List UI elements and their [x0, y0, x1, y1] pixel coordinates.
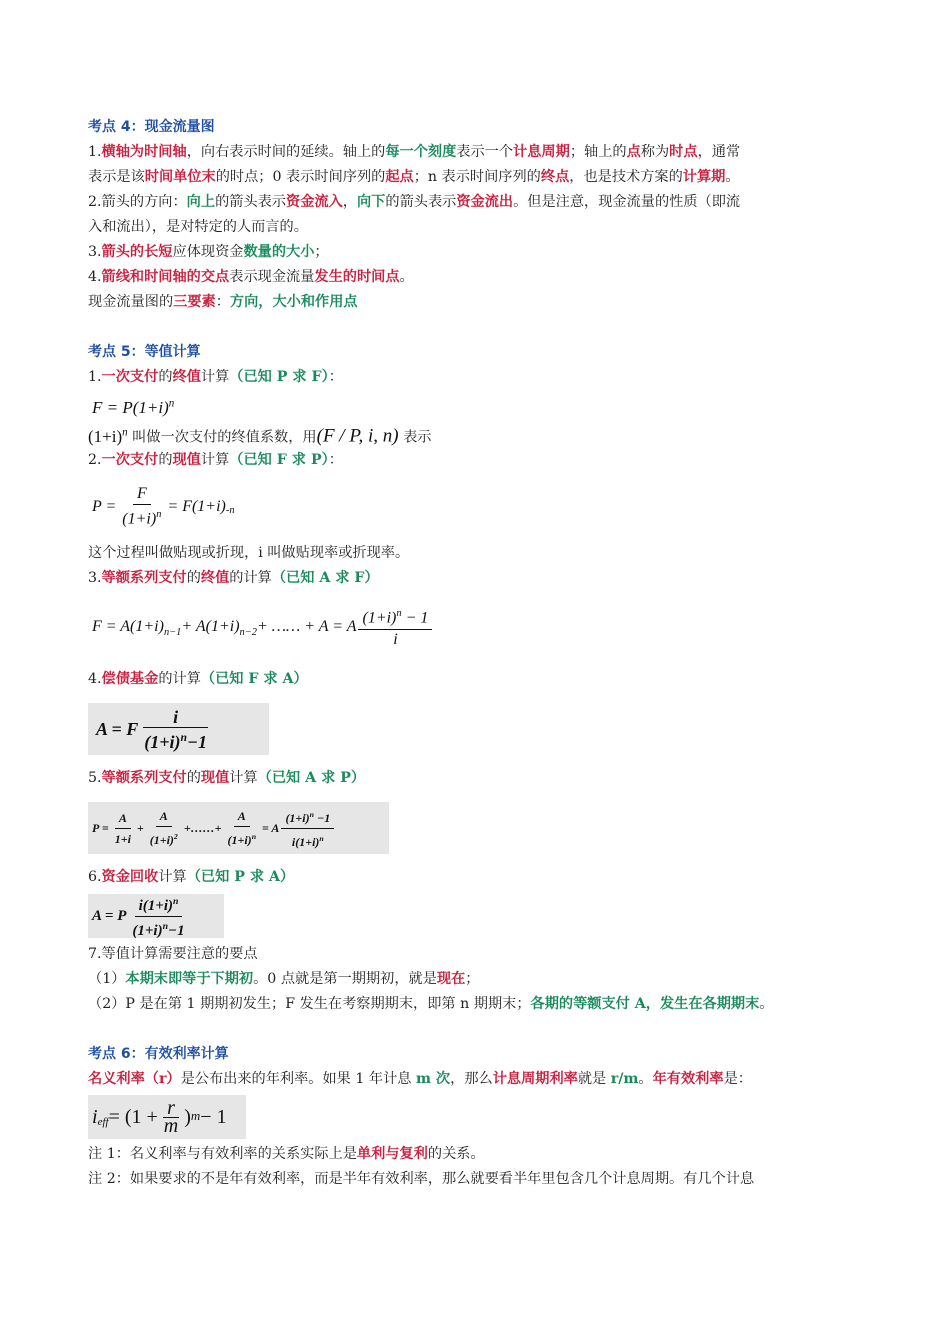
formula-exp: n: [172, 895, 179, 907]
formula-text: [88, 1095, 246, 1139]
formula-sub: eff: [97, 1115, 109, 1128]
formula-part: = F(1+i): [167, 498, 226, 516]
formula-part: (1+i): [285, 810, 310, 825]
formula-exp: n: [122, 426, 128, 438]
formula-part: (1+i): [122, 510, 157, 528]
highlight: 起点: [385, 169, 414, 185]
text: ：: [328, 369, 343, 385]
formula-inline: [88, 427, 128, 446]
formula-exp: n−2: [239, 627, 257, 639]
denominator: m: [163, 1114, 179, 1137]
s5-item-7-1: [88, 967, 878, 992]
numerator: [358, 604, 432, 629]
formula-part: − 1: [401, 609, 429, 627]
formula-text: [92, 604, 434, 649]
highlight: 等额系列支付: [101, 770, 187, 786]
formula-3: [88, 591, 878, 663]
formula-part: i(1+i): [138, 897, 173, 914]
text: 的箭头表示: [385, 194, 457, 210]
text: ，那么: [450, 1071, 493, 1087]
text: 的关系。: [427, 1146, 485, 1162]
formula-exp: n: [396, 608, 402, 620]
formula-part: = A: [262, 820, 280, 835]
text: 计算: [200, 369, 230, 385]
highlight: 数量的大小: [243, 244, 315, 260]
formula-2: [88, 473, 878, 541]
s4-summary: [88, 290, 878, 315]
text: 的: [158, 369, 173, 385]
highlight: （已知 P 求 A）: [186, 869, 295, 885]
highlight: （已知 A 求 P）: [257, 770, 366, 786]
section-6-title: 考点 6：有效利率计算: [88, 1046, 229, 1062]
highlight: 箭头的长短: [101, 244, 173, 260]
highlight: 每一个刻度: [385, 144, 457, 160]
text: （2）P 是在第 1 期期初发生；F 发生在考察期期末，即第 n 期期末；: [88, 996, 531, 1012]
text: （1）: [88, 971, 126, 987]
text: 的箭头表示: [215, 194, 287, 210]
formula-part: = (1 +: [108, 1105, 158, 1128]
s5-item-7-2: [88, 992, 878, 1017]
denominator: [146, 827, 182, 850]
formula-5: [88, 791, 878, 865]
numerator: F: [133, 484, 151, 505]
highlight: （已知 P 求 F）: [229, 369, 329, 385]
formula-exp: n: [180, 730, 188, 744]
highlight: 时点: [669, 144, 698, 160]
s4-item-4: [88, 265, 878, 290]
s4-item-3: [88, 240, 878, 265]
s5-item-2: [88, 448, 878, 473]
text: 的: [158, 452, 173, 468]
section-4-title: 考点 4：现金流量图: [88, 119, 215, 135]
highlight: 箭线和时间轴的交点: [101, 269, 230, 285]
formula-part: P =: [92, 498, 117, 516]
highlight: r/m: [610, 1071, 639, 1087]
formula-part: (1+i): [227, 833, 252, 847]
section-5-title: 考点 5：等值计算: [88, 344, 201, 360]
formula-part: (1+i): [144, 731, 181, 752]
s5-item-1: [88, 365, 878, 390]
formula-part: (1+i): [88, 426, 123, 446]
highlight: 方向，大小和作用点: [229, 294, 358, 310]
formula-4: [88, 692, 878, 766]
formula-exp: n−1: [163, 627, 182, 639]
text: 5.: [88, 770, 102, 786]
fraction: [128, 892, 188, 941]
text: 。: [759, 996, 774, 1012]
text: ：: [328, 452, 343, 468]
highlight: 终点: [540, 169, 570, 185]
highlight: 三要素: [173, 294, 216, 310]
formula-inline: (F / P, i, n): [316, 425, 399, 447]
highlight: 向上: [186, 194, 216, 210]
text: ；n 表示时间序列的: [413, 169, 541, 185]
s6-para-1: [88, 1067, 878, 1092]
highlight: m 次: [415, 1071, 451, 1087]
formula-part: −1: [313, 810, 331, 825]
formula-part: (1+i): [132, 922, 163, 939]
s6-note-2: 注 2：如果要求的不是年有效利率，而是半年有效利率，那么就要看半年里包含几个计息周期。有几个计息: [88, 1171, 755, 1187]
s5-item-3: [88, 566, 878, 591]
numerator: A: [234, 806, 250, 827]
highlight: 向下: [356, 194, 386, 210]
denominator: i: [393, 630, 398, 648]
highlight: 现值: [200, 770, 230, 786]
fraction: [358, 604, 432, 649]
highlight: 各期的等额支付 A，发生在各期期末: [530, 996, 760, 1012]
formula-1: [88, 390, 878, 416]
formula-exp: -n: [225, 505, 235, 517]
highlight: 名义利率（r）: [88, 1071, 181, 1087]
formula-part: (1+i): [362, 609, 397, 627]
formula-part: A = P: [92, 907, 127, 924]
denominator: 1+i: [114, 831, 131, 846]
denominator: [128, 917, 188, 941]
s5-item-4: [88, 667, 878, 692]
text: 计算: [158, 869, 187, 885]
text: 注 1：名义利率与有效利率的关系实际上是: [88, 1146, 357, 1162]
text: 3.: [88, 244, 102, 260]
text: ，向右表示时间的延续。轴上的: [186, 144, 386, 160]
highlight: 一次支付: [101, 369, 159, 385]
text: 6.: [88, 869, 102, 885]
numerator: A: [115, 808, 131, 829]
formula-part: + A(1+i): [181, 618, 240, 636]
highlight: 年有效利率: [652, 1071, 724, 1087]
fraction: [140, 707, 211, 752]
text: 1.: [88, 369, 102, 385]
formula-text: [88, 802, 389, 854]
s5-item-5: [88, 766, 878, 791]
text: 是公布出来的年利率。如果 1 年计息: [180, 1071, 416, 1087]
highlight: 横轴为时间轴: [101, 144, 187, 160]
text: 表示一个: [456, 144, 514, 160]
formula-part: F = P(1+i): [92, 397, 169, 417]
highlight: 点: [626, 144, 641, 160]
text: 。: [638, 1071, 653, 1087]
formula-exp: n: [319, 833, 324, 843]
formula-text: [88, 894, 224, 938]
text: 应体现资金: [172, 244, 244, 260]
text: ，: [342, 194, 357, 210]
s5-item-7: 7.等值计算需要注意的要点: [88, 946, 258, 962]
text: 表示: [398, 429, 432, 446]
formula-7: [88, 1092, 878, 1142]
highlight: 终值: [200, 570, 230, 586]
formula-6: [88, 890, 878, 942]
formula-exp: n: [162, 920, 169, 932]
text: 的时点；0 表示时间序列的: [215, 169, 386, 185]
highlight: 终值: [172, 369, 201, 385]
text: ；: [465, 971, 480, 987]
formula-part: F = A(1+i): [92, 618, 164, 636]
highlight: 偿债基金: [101, 671, 159, 687]
formula-part: +……+: [183, 820, 222, 835]
numerator: i: [143, 707, 208, 728]
fraction: [111, 808, 135, 849]
text: 。0 点就是第一期期初，就是: [253, 971, 437, 987]
text: 的计算: [229, 570, 272, 586]
formula-exp: n: [156, 509, 162, 521]
text: 表示现金流量: [229, 269, 315, 285]
fraction: [160, 1096, 182, 1137]
text: 称为: [640, 144, 670, 160]
formula-part: (1+i): [149, 833, 174, 847]
formula-part: A = F: [96, 718, 139, 739]
formula-part: + …… + A = A: [256, 618, 357, 636]
text: 是：: [723, 1071, 752, 1087]
highlight: 资金流出: [456, 194, 514, 210]
numerator: r: [163, 1100, 179, 1118]
text: 叫做一次支付的终值系数，用: [127, 429, 317, 446]
formula-exp: m: [190, 1108, 201, 1123]
formula-part: −1: [168, 922, 185, 939]
text: 3.: [88, 570, 102, 586]
s5-item-6: [88, 865, 878, 890]
text: ，也是技术方案的: [569, 169, 683, 185]
numerator: A: [156, 806, 172, 827]
highlight: 计算期: [682, 169, 726, 185]
highlight: （已知 F 求 P）: [229, 452, 329, 468]
document-page: [88, 115, 878, 1192]
s5-item-2-note: 这个过程叫做贴现或折现，i 叫做贴现率或折现率。: [88, 545, 410, 561]
highlight: 时间单位末: [144, 169, 216, 185]
text: ；: [314, 244, 329, 260]
fraction: [224, 806, 261, 850]
denominator: [140, 728, 211, 752]
formula-exp: n: [309, 809, 314, 819]
highlight: 现值: [172, 452, 201, 468]
text: 现金流量图的: [88, 294, 174, 310]
highlight: 资金回收: [101, 869, 159, 885]
formula-part: i: [92, 1105, 98, 1128]
formula-part: P =: [92, 820, 109, 835]
text: 计算: [229, 770, 258, 786]
text: 1.: [88, 144, 102, 160]
highlight: （已知 A 求 F）: [271, 570, 379, 586]
s6-note-1: [88, 1142, 878, 1167]
text: 。: [725, 169, 740, 185]
formula-text: [92, 484, 235, 529]
fraction: [281, 805, 334, 852]
text: 的计算: [158, 671, 201, 687]
formula-part: i(1+i): [291, 834, 320, 849]
text: 4.: [88, 269, 102, 285]
formula-text: [92, 398, 174, 417]
formula-part: − 1: [200, 1105, 227, 1128]
s4-item-2-cont: 入和流出），是对特定的人而言的。: [88, 219, 308, 235]
highlight: 计息周期利率: [492, 1071, 578, 1087]
s4-item-1-cont: [88, 165, 878, 190]
highlight: （已知 F 求 A）: [200, 671, 308, 687]
text: 的: [186, 570, 201, 586]
formula-text: [88, 703, 269, 755]
formula-part: −1: [187, 731, 207, 752]
highlight: 计息周期: [513, 144, 570, 160]
text: ，通常: [697, 144, 741, 160]
text: 4.: [88, 671, 102, 687]
s5-item-1-note: [88, 416, 878, 448]
highlight: 本期末即等于下期初: [125, 971, 254, 987]
text: 。: [399, 269, 414, 285]
text: 2.箭头的方向：: [88, 194, 187, 210]
formula-exp: n: [168, 397, 175, 409]
highlight: 一次支付: [101, 452, 159, 468]
text: 表示是该: [88, 169, 145, 185]
text: ；轴上的: [569, 144, 627, 160]
formula-part: ): [184, 1105, 191, 1128]
highlight: 单利与复利: [356, 1146, 428, 1162]
text: 2.: [88, 452, 102, 468]
highlight: 资金流入: [286, 194, 343, 210]
s4-item-1: [88, 140, 878, 165]
formula-part: +: [136, 820, 144, 835]
fraction: [118, 484, 165, 529]
highlight: 发生的时间点: [314, 269, 400, 285]
highlight: 等额系列支付: [101, 570, 187, 586]
s4-item-2: [88, 190, 878, 215]
numerator: [281, 805, 334, 829]
fraction: [146, 806, 182, 850]
text: 计算: [200, 452, 230, 468]
text: 就是: [577, 1071, 611, 1087]
text: ：: [215, 294, 230, 310]
denominator: [118, 505, 165, 529]
formula-exp: n: [251, 832, 257, 841]
text: 的: [186, 770, 201, 786]
numerator: [135, 892, 183, 917]
text: 。但是注意，现金流量的性质（即流: [513, 194, 741, 210]
denominator: [288, 829, 328, 852]
highlight: 现在: [436, 971, 466, 987]
denominator: [224, 827, 261, 850]
formula-exp: 2: [173, 832, 178, 841]
